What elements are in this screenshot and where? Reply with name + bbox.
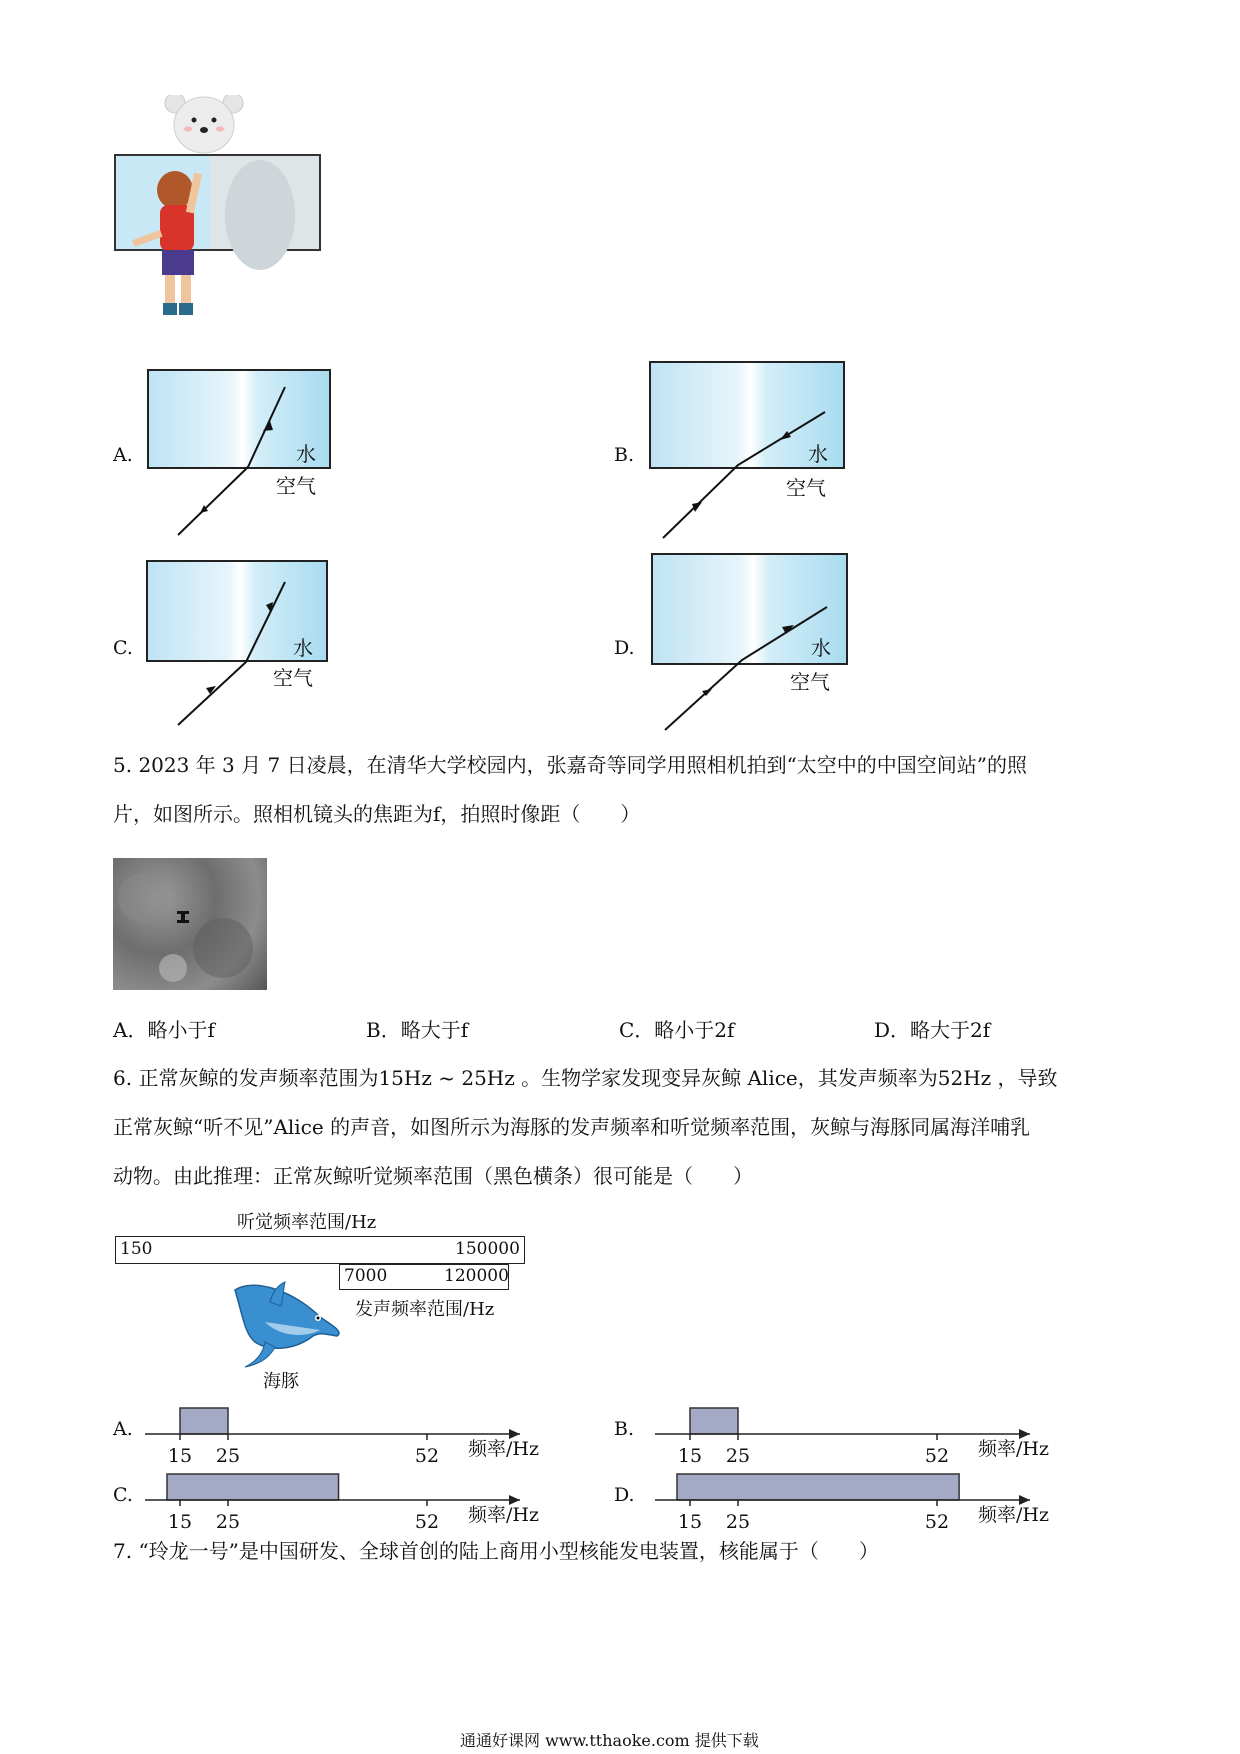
q6-option-d-letter: D. (614, 1484, 635, 1506)
q4-option-d-water-label: 水 (811, 636, 831, 660)
q5-option-c: C．略小于2f (619, 1018, 735, 1042)
q6-axis-tick-label: 25 (215, 1445, 241, 1467)
q6-axis-tick-label: 15 (167, 1511, 193, 1533)
q6-axis-tick-label: 52 (924, 1511, 950, 1533)
q6-axis-tick-label: 25 (215, 1511, 241, 1533)
q6-axis-unit-label: 频率/Hz (978, 1504, 1049, 1526)
q6-option-bar (690, 1408, 738, 1434)
q4-option-b-air-label: 空气 (786, 476, 826, 500)
q6-axis-tick-label: 15 (677, 1511, 703, 1533)
q4-option-c-air-label: 空气 (273, 666, 313, 690)
q4-option-c-letter: C. (113, 637, 133, 659)
q6-animal-label: 海豚 (263, 1371, 299, 1392)
q6-hearing-title: 听觉频率范围/Hz (237, 1212, 377, 1233)
q6-option-c-letter: C. (113, 1484, 133, 1506)
q4-option-b-letter: B. (614, 444, 635, 466)
q6-sound-min: 7000 (344, 1266, 388, 1286)
q6-axis-unit-label: 频率/Hz (978, 1438, 1049, 1460)
q6-axis-tick-label: 15 (167, 1445, 193, 1467)
q6-sound-title: 发声频率范围/Hz (355, 1299, 495, 1320)
q6-option-b-letter: B. (614, 1418, 635, 1440)
q4-option-a-air-label: 空气 (276, 474, 316, 498)
q6-option-bar (167, 1474, 339, 1500)
q4-option-b-water-label: 水 (808, 442, 828, 466)
q4-option-d-air-label: 空气 (790, 670, 830, 694)
q6-option-bar (180, 1408, 228, 1434)
q4-option-c-water-label: 水 (293, 636, 313, 660)
q6-stem-line3: 动物。由此推理：正常灰鲸听觉频率范围（黑色横条）很可能是（ ） (113, 1164, 753, 1188)
q4-option-a-letter: A. (113, 444, 133, 466)
q6-stem-line2: 正常灰鲸“听不见”Alice 的声音，如图所示为海豚的发声频率和听觉频率范围，灰鲸与海豚同属海洋哺乳 (113, 1115, 1031, 1139)
q6-hearing-min: 150 (120, 1239, 153, 1259)
q7-stem-line1: 7. “玲龙一号”是中国研发、全球首创的陆上商用小型核能发电装置，核能属于（ ） (113, 1539, 879, 1563)
q4-option-d-letter: D. (614, 637, 635, 659)
q6-hearing-max: 150000 (455, 1239, 520, 1259)
q5-option-b: B．略大于f (366, 1018, 469, 1042)
q5-stem-line2: 片，如图所示。照相机镜头的焦距为f，拍照时像距（ ） (113, 802, 641, 826)
q6-option-a-letter: A. (113, 1418, 133, 1440)
page-footer: 通通好课网 www.tthaoke.com 提供下载 (460, 1731, 759, 1750)
q6-axis-unit-label: 频率/Hz (468, 1438, 539, 1460)
q6-axis-tick-label: 52 (924, 1445, 950, 1467)
q5-option-d: D．略大于2f (874, 1018, 991, 1042)
q6-axis-tick-label: 25 (725, 1445, 751, 1467)
q5-option-a: A．略小于f (113, 1018, 215, 1042)
q6-axis-tick-label: 15 (677, 1445, 703, 1467)
q6-sound-max: 120000 (444, 1266, 509, 1286)
q6-axis-tick-label: 52 (414, 1511, 440, 1533)
q6-option-bar (677, 1474, 959, 1500)
q4-option-a-water-label: 水 (296, 442, 316, 466)
q6-stem-line1: 6. 正常灰鲸的发声频率范围为15Hz ~ 25Hz 。生物学家发现变异灰鲸 Alice，其发声频率为52Hz ，导致 (113, 1066, 1058, 1090)
q5-stem-line1: 5. 2023 年 3 月 7 日凌晨，在清华大学校园内，张嘉奇等同学用照相机拍到“太空中的中国空间站”的照 (113, 753, 1028, 777)
q6-axis-tick-label: 25 (725, 1511, 751, 1533)
q6-axis-unit-label: 频率/Hz (468, 1504, 539, 1526)
q6-axis-tick-label: 52 (414, 1445, 440, 1467)
